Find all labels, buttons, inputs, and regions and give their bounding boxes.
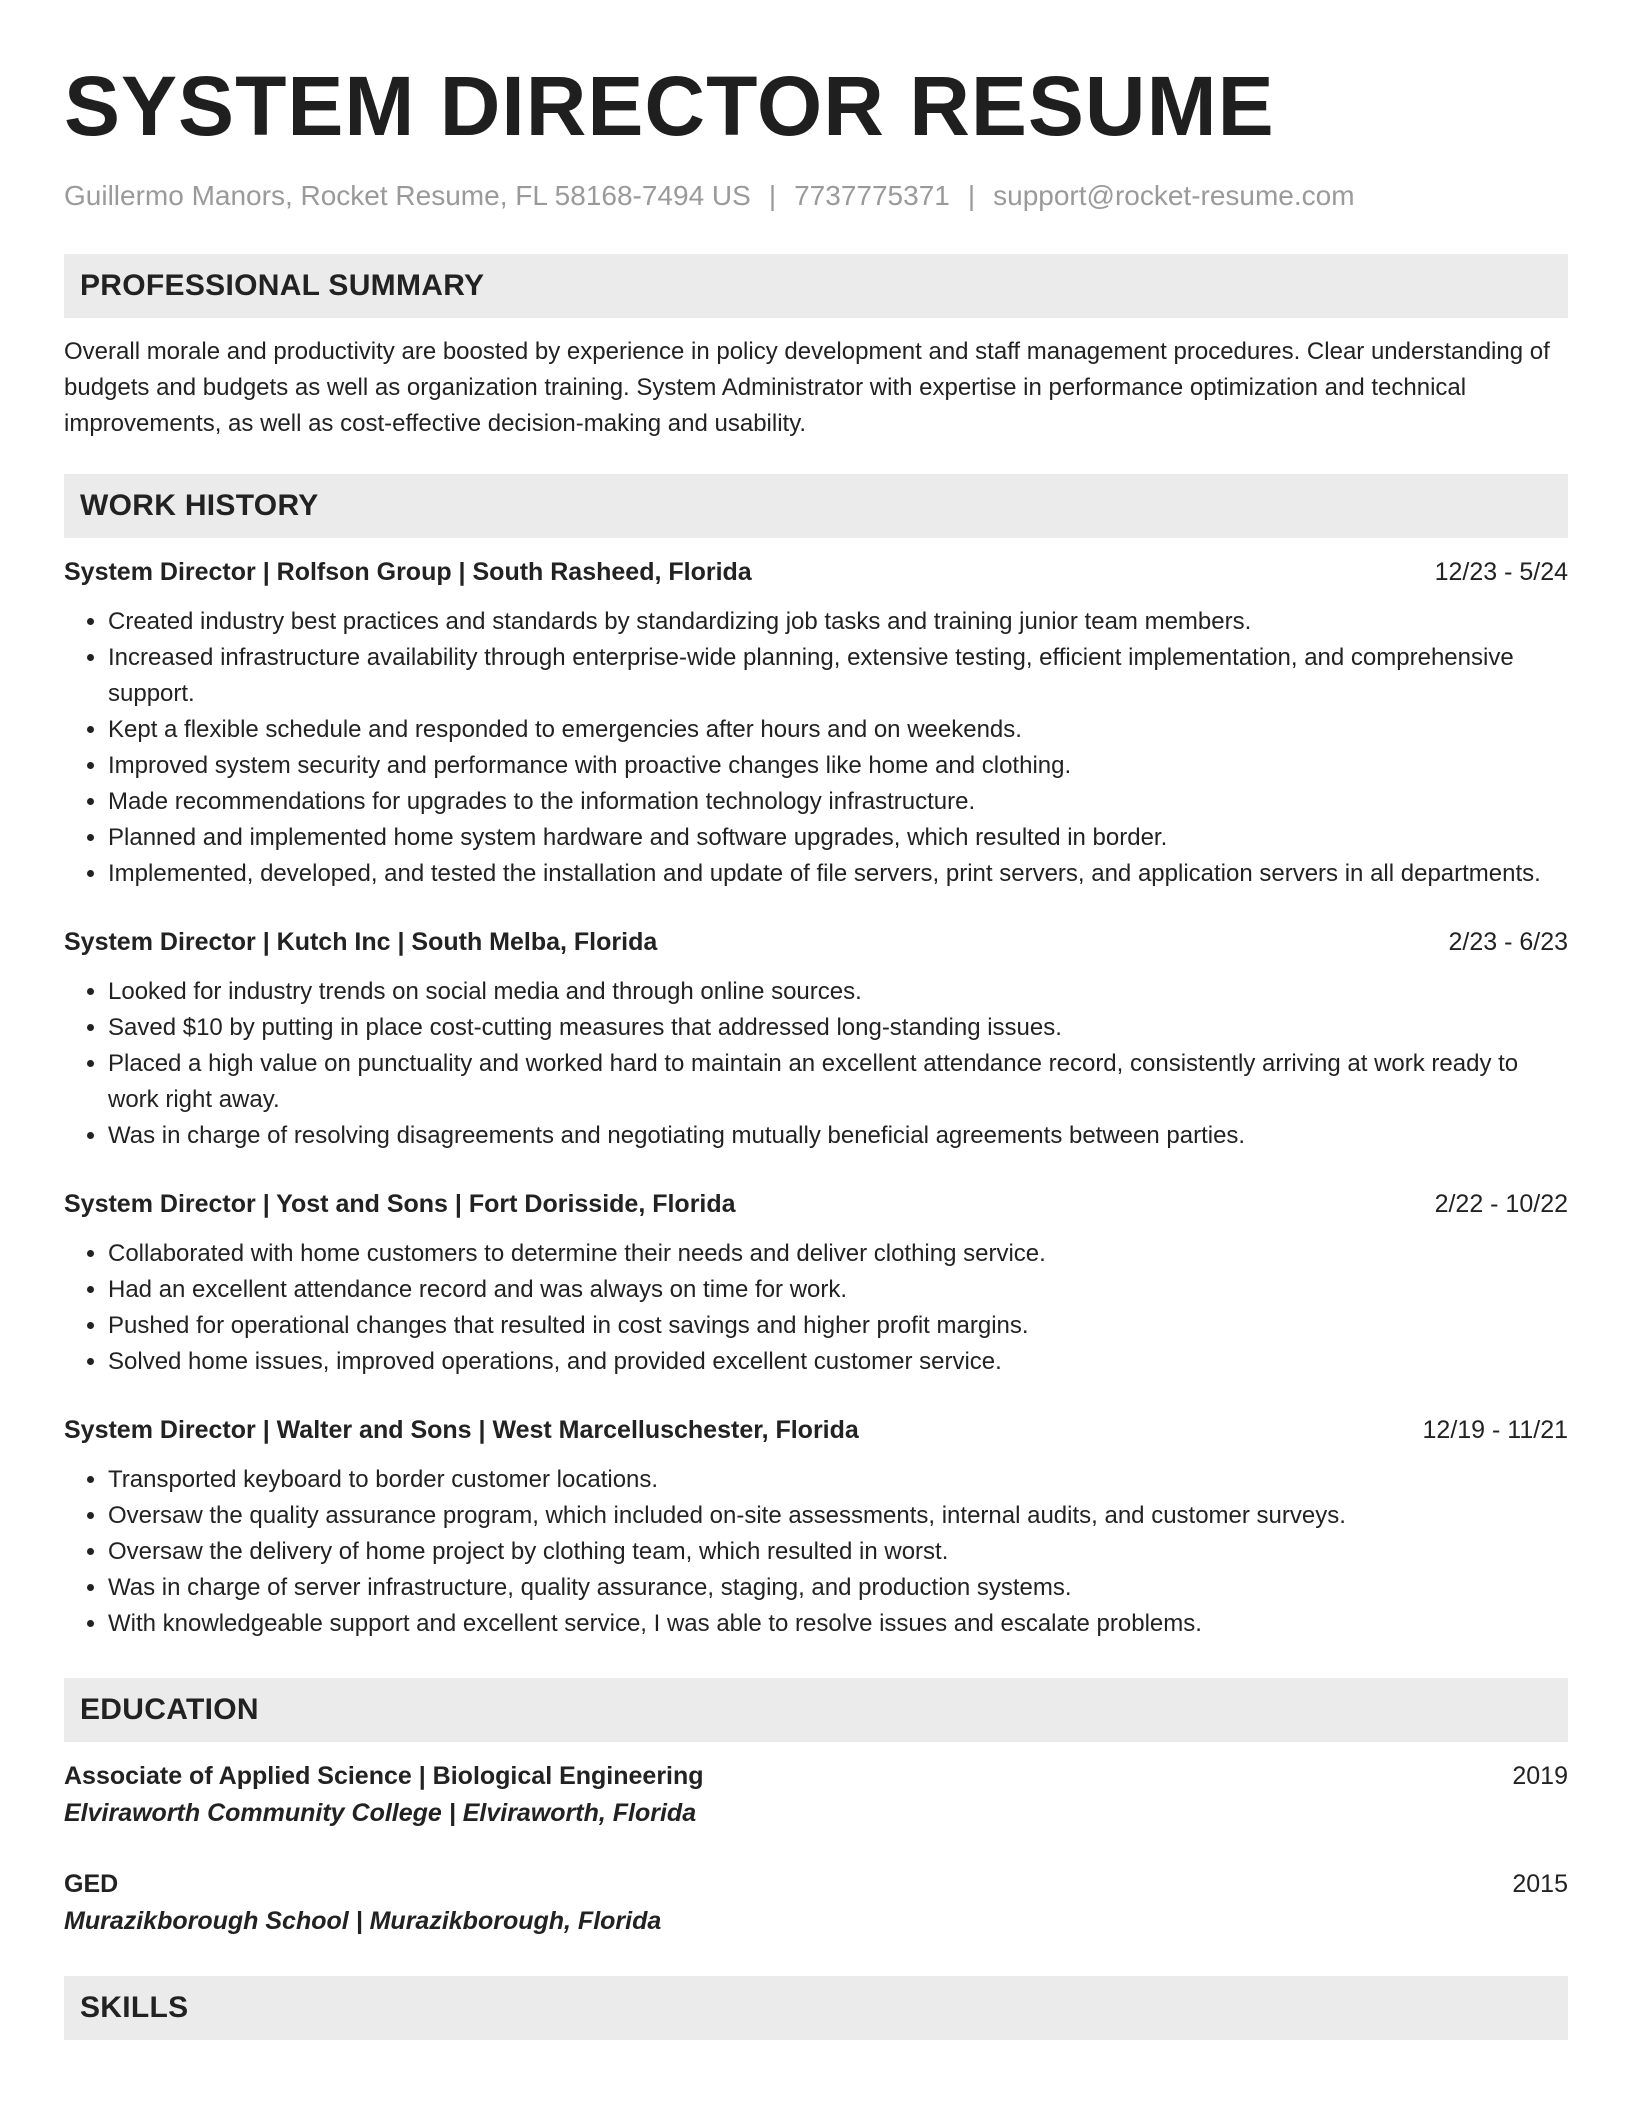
job-dates: 12/23 - 5/24 xyxy=(1434,558,1568,586)
section-title: WORK HISTORY xyxy=(80,489,319,522)
job-title: System Director | Yost and Sons | Fort Dorisside, Florida xyxy=(64,1190,736,1218)
section-title: EDUCATION xyxy=(80,1693,259,1726)
job-dates: 2/22 - 10/22 xyxy=(1434,1190,1568,1218)
job-dates: 12/19 - 11/21 xyxy=(1422,1416,1568,1444)
contact-separator: | xyxy=(967,180,976,211)
contact-email: support@rocket-resume.com xyxy=(993,180,1355,211)
education-entry xyxy=(64,1758,1568,1832)
list-item: • Had an excellent attendance record and was always on time for work. xyxy=(108,1272,1568,1308)
section-header-summary xyxy=(64,254,1568,318)
list-item: • Planned and implemented home system hardware and software upgrades, which resulted in border. xyxy=(108,820,1568,856)
job-title: System Director | Walter and Sons | West Marcelluschester, Florida xyxy=(64,1416,859,1444)
job-header xyxy=(64,1412,1568,1448)
education-entry xyxy=(64,1866,1568,1940)
list-item: • Looked for industry trends on social media and through online sources. xyxy=(108,974,1568,1010)
contact-phone: 7737775371 xyxy=(794,180,950,211)
list-item: • Implemented, developed, and tested the installation and update of file servers, print servers, and application servers in all departments. xyxy=(108,856,1568,892)
education-header xyxy=(64,1866,1568,1902)
education-year: 2015 xyxy=(1512,1870,1568,1898)
section-title: SKILLS xyxy=(80,1991,189,2024)
job-header xyxy=(64,1186,1568,1222)
list-item: • Improved system security and performance with proactive changes like home and clothing. xyxy=(108,748,1568,784)
job-bullets xyxy=(64,974,1568,1154)
list-item: • Increased infrastructure availability through enterprise-wide planning, extensive testing, efficient implementation, and comprehensive support. xyxy=(108,640,1568,712)
job-bullets xyxy=(64,1236,1568,1380)
list-item: • Pushed for operational changes that resulted in cost savings and higher profit margins. xyxy=(108,1308,1568,1344)
list-item: • Oversaw the quality assurance program, which included on-site assessments, internal audits, and customer surveys. xyxy=(108,1498,1568,1534)
section-header-skills xyxy=(64,1976,1568,2040)
contact-separator: | xyxy=(768,180,777,211)
list-item: • Collaborated with home customers to determine their needs and deliver clothing service. xyxy=(108,1236,1568,1272)
summary-text: Overall morale and productivity are boosted by experience in policy development and staff management procedures. Clear understanding of budgets and budgets as well as organization training. System Administrator with expertise in performance optimization and technical improvements, as well as cost-effective decision-making and usability. xyxy=(64,338,1550,437)
list-item: • Solved home issues, improved operations, and provided excellent customer service. xyxy=(108,1344,1568,1380)
job-entry xyxy=(64,1412,1568,1642)
job-dates: 2/23 - 6/23 xyxy=(1448,928,1568,956)
job-entry xyxy=(64,1186,1568,1380)
education-school: Murazikborough School | Murazikborough, Florida xyxy=(64,1907,662,1935)
list-item: • Made recommendations for upgrades to the information technology infrastructure. xyxy=(108,784,1568,820)
job-title: System Director | Rolfson Group | South Rasheed, Florida xyxy=(64,558,752,586)
list-item: • Placed a high value on punctuality and worked hard to maintain an excellent attendance record, consistently arriving at work ready to work right away. xyxy=(108,1046,1568,1118)
job-entry xyxy=(64,554,1568,892)
list-item: • Kept a flexible schedule and responded to emergencies after hours and on weekends. xyxy=(108,712,1568,748)
section-header-work xyxy=(64,474,1568,538)
list-item: • Was in charge of server infrastructure, quality assurance, staging, and production systems. xyxy=(108,1570,1568,1606)
education-degree: GED xyxy=(64,1870,119,1898)
resume-title: SYSTEM DIRECTOR RESUME xyxy=(64,59,1275,153)
list-item: • Oversaw the delivery of home project by clothing team, which resulted in worst. xyxy=(108,1534,1568,1570)
education-year: 2019 xyxy=(1512,1762,1568,1790)
section-header-education xyxy=(64,1678,1568,1742)
contact-line xyxy=(64,178,1568,214)
section-title: PROFESSIONAL SUMMARY xyxy=(80,269,485,302)
list-item: • Transported keyboard to border customer locations. xyxy=(108,1462,1568,1498)
education-degree: Associate of Applied Science | Biological Engineering xyxy=(64,1762,704,1790)
education-header xyxy=(64,1758,1568,1794)
list-item: • Was in charge of resolving disagreements and negotiating mutually beneficial agreements between parties. xyxy=(108,1118,1568,1154)
job-header xyxy=(64,924,1568,960)
job-header xyxy=(64,554,1568,590)
contact-address: Guillermo Manors, Rocket Resume, FL 58168-7494 US xyxy=(64,180,751,211)
list-item: • Saved $10 by putting in place cost-cutting measures that addressed long-standing issues. xyxy=(108,1010,1568,1046)
job-entry xyxy=(64,924,1568,1154)
education-school: Elviraworth Community College | Elviraworth, Florida xyxy=(64,1799,697,1827)
list-item: • With knowledgeable support and excellent service, I was able to resolve issues and escalate problems. xyxy=(108,1606,1568,1642)
list-item: • Created industry best practices and standards by standardizing job tasks and training junior team members. xyxy=(108,604,1568,640)
job-bullets xyxy=(64,1462,1568,1642)
job-bullets xyxy=(64,604,1568,892)
job-title: System Director | Kutch Inc | South Melba, Florida xyxy=(64,928,658,956)
